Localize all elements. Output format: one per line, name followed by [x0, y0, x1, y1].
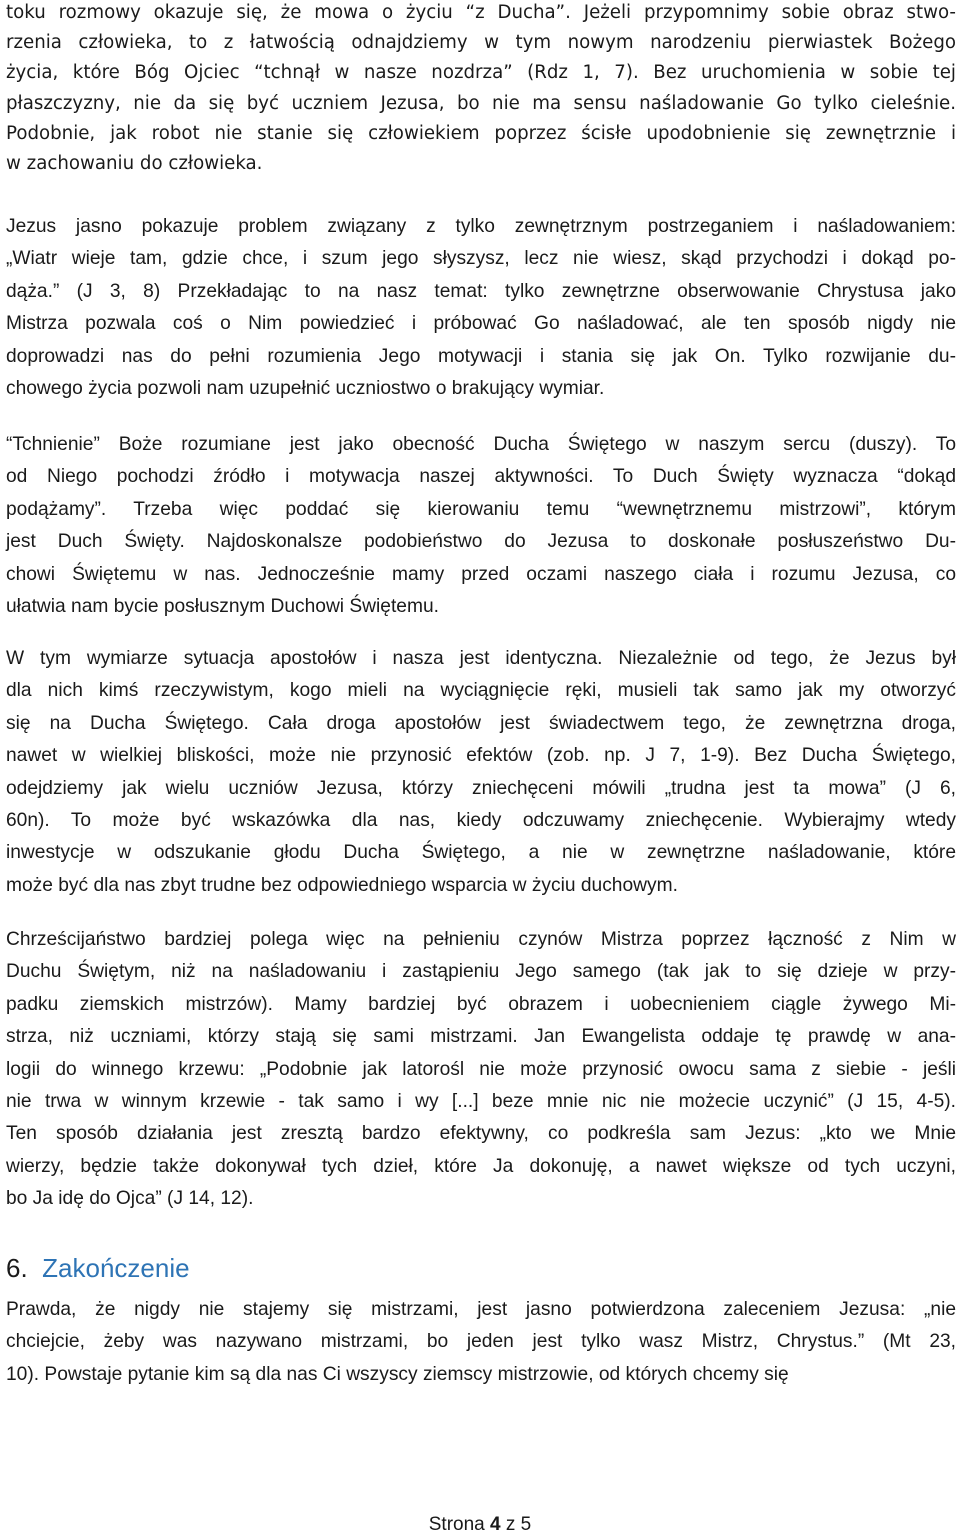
- text-line: inwestycje w odszukanie głodu Ducha Świętego, a nie w zewnętrzne naśladowanie, które: [6, 842, 956, 864]
- text-line: Duchu Świętym, niż na naśladowaniu i zastąpieniu Jego samego (tak jak to się dzieje w przy-: [6, 961, 956, 983]
- text-line: “Tchnienie” Boże rozumiane jest jako obecność Ducha Świętego w naszym sercu (duszy). To: [6, 434, 956, 455]
- section-title: Zakończenie: [42, 1253, 190, 1283]
- text-line: 10). Powstaje pytanie kim są dla nas Ci wszyscy ziemscy mistrzowie, od których chcemy się: [6, 1363, 789, 1385]
- footer-separator: z: [505, 1514, 516, 1535]
- page-footer: [0, 1512, 960, 1538]
- text-line: toku rozmowy okazuje się, że mowa o życiu “z Ducha”. Jeżeli przypomnimy sobie obraz stwo-: [6, 2, 956, 23]
- text-line: logii do winnego krzewu: „Podobnie jak latorośl nie może przynosić owocu sama z siebie - jeśli: [6, 1058, 956, 1080]
- section-heading: [6, 1250, 190, 1286]
- paragraph: [6, 924, 956, 1216]
- footer-page-number: 4: [490, 1514, 501, 1535]
- text-line: życia, które Bóg Ojciec “tchnął w nasze nozdrza” (Rdz 1, 7). Bez uruchomienia w sobie tej: [6, 62, 956, 84]
- text-line: odejdziemy jak wielu uczniów Jezusa, którzy zniechęceni mówili „trudna jest ta mowa” (J 6,: [6, 777, 956, 799]
- text-line: płaszczyzny, nie da się być uczniem Jezusa, bo nie ma sensu naśladowanie Go tylko cieleśnie.: [6, 92, 956, 114]
- text-line: w zachowaniu do człowieka.: [6, 153, 263, 175]
- text-line: chowego życia pozwoli nam uzupełnić uczniostwo o brakujący wymiar.: [6, 378, 605, 400]
- section-number: 6.: [6, 1253, 28, 1283]
- text-line: dla nich kimś rzeczywistym, kogo mieli na wyciągnięcie ręki, musieli tak samo jak my otworzyć: [6, 680, 956, 702]
- text-line: ułatwia nam bycie posłusznym Duchowi Świętemu.: [6, 596, 439, 618]
- text-line: chciejcie, żeby was nazywano mistrzami, bo jeden jest tylko wasz Mistrz, Chrystus.” (Mt 23,: [6, 1331, 956, 1353]
- paragraph: [6, 1294, 956, 1391]
- text-line: bo Ja idę do Ojca” (J 14, 12).: [6, 1188, 254, 1210]
- text-line: jest Duch Święty. Najdoskonalsze podobieństwo do Jezusa to doskonałe posłuszeństwo Du-: [6, 531, 956, 553]
- footer-prefix: Strona: [428, 1514, 485, 1535]
- text-line: strza, niż uczniami, którzy stają się sami mistrzami. Jan Ewangelista oddaje tę prawdę w ana-: [6, 1026, 956, 1048]
- text-line: Ten sposób działania jest zresztą bardzo efektywny, co podkreśla sam Jezus: „kto we Mnie: [6, 1123, 956, 1145]
- text-line: „Wiatr wieje tam, gdzie chce, i szum jego słyszysz, lecz nie wiesz, skąd przychodzi i dokąd po-: [6, 248, 956, 270]
- text-line: Jezus jasno pokazuje problem związany z tylko zewnętrznym postrzeganiem i naśladowaniem:: [6, 216, 956, 237]
- paragraph: [6, 643, 956, 902]
- text-line: padku ziemskich mistrzów). Mamy bardziej być obrazem i uobecnieniem ciągle żywego Mi-: [6, 993, 956, 1015]
- text-line: wierzy, będzie także dokonywał tych dzieł, które Ja dokonuję, a nawet większe od tych uczyni,: [6, 1155, 956, 1177]
- text-line: nie trwa w winnym krzewie - tak samo i wy [...] beze mnie nic nie możecie uczynić” (J 15, 4-5).: [6, 1091, 956, 1113]
- text-line: może być dla nas zbyt trudne bez odpowiedniego wsparcia w życiu duchowym.: [6, 874, 678, 896]
- text-line: dąża.” (J 3, 8) Przekładając to na nasz temat: tylko zewnętrzne obserwowanie Chrystusa jako: [6, 280, 956, 302]
- text-line: doprowadzi nas do pełni rozumienia Jego motywacji i stania się jak On. Tylko rozwijanie du-: [6, 345, 956, 367]
- text-line: Podobnie, jak robot nie stanie się człowiekiem poprzez ścisłe upodobnienie się zewnętrznie i: [6, 122, 956, 144]
- text-line: Mistrza pozwala coś o Nim powiedzieć i próbować Go naśladować, ale ten sposób nigdy nie: [6, 313, 956, 335]
- footer-total-pages: 5: [520, 1514, 532, 1535]
- paragraph: [6, 0, 956, 179]
- paragraph: [6, 211, 956, 405]
- text-line: podążamy”. Trzeba więc poddać się kierowaniu temu “wewnętrznemu mistrzowi”, którym: [6, 498, 956, 520]
- text-line: W tym wymiarze sytuacja apostołów i nasza jest identyczna. Niezależnie od tego, że Jezus był: [6, 648, 956, 669]
- text-line: Prawda, że nigdy nie stajemy się mistrzami, jest jasno potwierdzona zaleceniem Jezusa: „nie: [6, 1299, 956, 1320]
- text-line: chowi Świętemu w nas. Jednocześnie mamy przed oczami naszego ciała i rozumu Jezusa, co: [6, 563, 956, 585]
- text-line: nawet w wielkiej bliskości, może nie przynosić efektów (zob. np. J 7, 1-9). Bez Ducha Świętego,: [6, 745, 956, 767]
- text-line: od Niego pochodzi źródło i motywacja naszej aktywności. To Duch Święty wyznacza “dokąd: [6, 466, 956, 488]
- text-line: 60n). To może być wskazówka dla nas, kiedy odczuwamy zniechęcenie. Wybierajmy wtedy: [6, 810, 956, 832]
- paragraph: [6, 429, 956, 623]
- text-line: rzenia człowieka, to z łatwością odnajdziemy w tym nowym narodzeniu pierwiastek Bożego: [6, 32, 956, 54]
- text-line: Chrześcijaństwo bardziej polega więc na pełnieniu czynów Mistrza poprzez łączność z Nim w: [6, 929, 956, 950]
- text-line: się na Ducha Świętego. Cała droga apostołów jest świadectwem tego, że zewnętrzna droga,: [6, 712, 956, 734]
